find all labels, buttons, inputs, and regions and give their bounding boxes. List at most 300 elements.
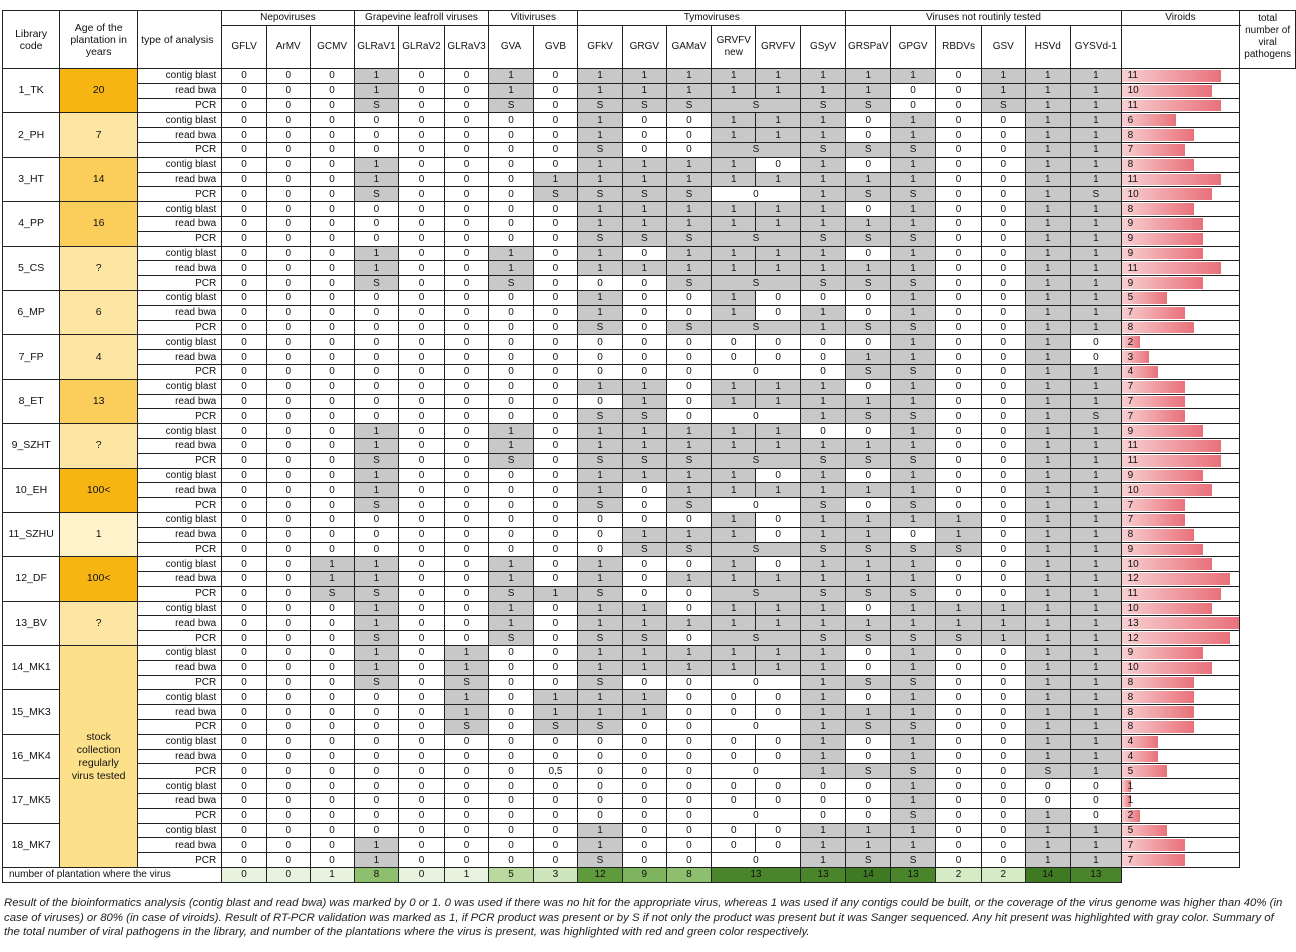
result-cell-glrav2: 0 [399,187,445,202]
result-cell-grvfv-new: S [712,631,801,646]
result-cell-gva: 0 [489,498,533,513]
result-cell-rbdvs: 0 [936,128,982,143]
result-cell-gva: 0 [489,468,533,483]
result-cell-glrav2: 0 [399,305,445,320]
result-cell-gflv: 0 [222,320,267,335]
total-value: 8 [1127,321,1134,333]
result-cell-gfkv: 0 [578,764,623,779]
result-cell-gflv: 0 [222,394,267,409]
result-cell-grgv: 1 [622,660,666,675]
result-cell-gamav: 0 [666,823,711,838]
result-cell-gsyv: 0 [800,364,846,379]
result-cell-gpgv: 1 [891,172,936,187]
total-value: 9 [1127,247,1134,259]
result-cell-gcmv: 0 [310,779,354,794]
result-cell-grspav: 0 [846,379,891,394]
result-cell-hsvd: 1 [1025,320,1071,335]
virus-header-gfkv: GFkV [578,26,623,69]
summary-cell-gcmv: 1 [310,868,354,883]
result-cell-gva: 0 [489,187,533,202]
result-cell-grspav: S [846,631,891,646]
total-pathogens-cell [1121,586,1240,601]
result-cell-gfkv: 0 [578,350,623,365]
result-cell-grvfv: 0 [756,527,800,542]
result-cell-grvfv-new: 1 [712,660,756,675]
result-cell-grgv: S [622,409,666,424]
result-cell-glrav1: 1 [354,838,399,853]
result-cell-gamav: S [666,320,711,335]
total-pathogens-cell [1121,172,1240,187]
result-cell-glrav3: 0 [444,157,489,172]
total-pathogens-cell [1121,838,1240,853]
result-cell-glrav2: 0 [399,453,445,468]
library-row-11-szhu-contig-blast [3,512,1296,527]
result-cell-gamav: 0 [666,335,711,350]
result-cell-gsyv: 1 [800,675,846,690]
result-cell-gysvd-1: 1 [1071,379,1121,394]
result-cell-glrav3: 0 [444,364,489,379]
result-cell-gamav: 0 [666,601,711,616]
result-cell-armv: 0 [266,660,310,675]
result-cell-gcmv: 0 [310,231,354,246]
total-value: 11 [1127,455,1138,467]
result-cell-gsv: 0 [982,572,1025,587]
result-cell-gsv: 0 [982,853,1025,868]
result-cell-gsv: 0 [982,498,1025,513]
result-cell-gvb: 0 [533,660,577,675]
result-cell-glrav1: S [354,631,399,646]
result-cell-grgv: 1 [622,379,666,394]
result-cell-gvb: 0 [533,468,577,483]
result-cell-gflv: 0 [222,586,267,601]
result-cell-glrav2: 0 [399,749,445,764]
result-cell-gflv: 0 [222,113,267,128]
result-cell-grspav: 1 [846,83,891,98]
result-cell-grvfv: 1 [756,438,800,453]
result-cell-gsyv: 1 [800,379,846,394]
summary-cell-grgv: 9 [622,868,666,883]
result-cell-glrav3: 0 [444,498,489,513]
result-cell-gvb: 0 [533,261,577,276]
result-cell-gysvd-1: 1 [1071,631,1121,646]
result-cell-glrav3: 0 [444,572,489,587]
library-row-9-szht-contig-blast [3,424,1296,439]
result-cell-gflv: 0 [222,720,267,735]
result-cell-grgv: S [622,542,666,557]
result-cell-gflv: 0 [222,157,267,172]
result-cell-glrav1: 0 [354,394,399,409]
result-cell-gcmv: 0 [310,483,354,498]
result-cell-rbdvs: 0 [936,305,982,320]
analysis-type-cell: PCR [138,720,222,735]
result-cell-gsv: 0 [982,320,1025,335]
result-cell-glrav1: 0 [354,749,399,764]
total-value: 8 [1127,706,1134,718]
result-cell-gpgv: 1 [891,113,936,128]
result-cell-grspav: 0 [846,749,891,764]
result-cell-grgv: 1 [622,468,666,483]
result-cell-grgv: 0 [622,720,666,735]
result-cell-gcmv: 0 [310,705,354,720]
result-cell-glrav3: 0 [444,734,489,749]
total-bar [1122,248,1203,260]
result-cell-grspav: S [846,764,891,779]
result-cell-grvfv: 0 [756,335,800,350]
result-cell-gvb: 0 [533,512,577,527]
total-pathogens-cell [1121,794,1240,809]
result-cell-glrav3: 0 [444,808,489,823]
result-cell-gva: 1 [489,246,533,261]
result-cell-glrav2: 0 [399,601,445,616]
total-pathogens-cell [1121,98,1240,113]
result-cell-gamav: S [666,187,711,202]
result-cell-gfkv: 0 [578,512,623,527]
result-cell-rbdvs: 0 [936,187,982,202]
summary-cell-gsyv: 13 [800,868,846,883]
result-cell-grspav: S [846,720,891,735]
library-row-5-cs-pcr [3,276,1296,291]
result-cell-hsvd: 1 [1025,823,1071,838]
library-code-cell: 18_MK7 [3,823,60,867]
result-cell-grgv: 0 [622,572,666,587]
result-cell-rbdvs: 0 [936,690,982,705]
result-cell-armv: 0 [266,246,310,261]
result-cell-gfkv: 1 [578,557,623,572]
result-cell-gvb: 0 [533,202,577,217]
total-pathogens-cell [1121,616,1240,631]
result-cell-gvb: 0 [533,646,577,661]
result-cell-gva: 0 [489,779,533,794]
result-cell-gsyv: 1 [800,646,846,661]
analysis-type-cell: read bwa [138,483,222,498]
total-pathogens-cell [1121,335,1240,350]
result-cell-gflv: 0 [222,498,267,513]
figure-caption: Result of the bioinformatics analysis (contig blast and read bwa) was marked by 0 or 1. 0 was used if there was no hit for the appropriate virus, whereas 1 was used if any contigs could be built, or the coverage of the virus genome was higher than 40% (in case of viruses) or 80% (in case of viroids). Result of RT-PCR validation was marked as 1, if PCR product was present or by S if not only the product was present but it was Sanger sequenced. Any hit present was highlighted with gray color. Summary of the total number of viral pathogens in the library, and number of the plantations where the virus is present, was highlighted with red and green color respectively. [4,897,1283,939]
result-cell-gysvd-1: 1 [1071,616,1121,631]
result-cell-gsyv: 1 [800,113,846,128]
result-cell-rbdvs: 0 [936,572,982,587]
result-cell-gsyv: 1 [800,690,846,705]
result-cell-gcmv: 0 [310,305,354,320]
result-cell-gysvd-1: 1 [1071,498,1121,513]
result-cell-hsvd: 1 [1025,424,1071,439]
result-cell-glrav3: 0 [444,320,489,335]
total-pathogens-cell [1121,808,1240,823]
result-cell-gcmv: 0 [310,187,354,202]
result-cell-hsvd: 1 [1025,720,1071,735]
result-cell-grvfv-new: 0 [712,853,801,868]
virus-header-glrav3: GLRaV3 [444,26,489,69]
result-cell-glrav1: 0 [354,764,399,779]
result-cell-gflv: 0 [222,187,267,202]
result-cell-gamav: 1 [666,646,711,661]
result-cell-glrav1: 1 [354,157,399,172]
result-cell-armv: 0 [266,335,310,350]
result-cell-gamav: S [666,542,711,557]
result-cell-gva: 0 [489,808,533,823]
result-cell-armv: 0 [266,453,310,468]
result-cell-hsvd: 1 [1025,246,1071,261]
result-cell-gysvd-1: 1 [1071,705,1121,720]
result-cell-gysvd-1: 1 [1071,557,1121,572]
result-cell-gva: 0 [489,734,533,749]
result-cell-gsyv: S [800,631,846,646]
result-cell-grvfv-new: S [712,276,801,291]
result-cell-grgv: 0 [622,586,666,601]
result-cell-glrav1: 0 [354,779,399,794]
result-cell-grspav: 0 [846,601,891,616]
result-cell-gcmv: 0 [310,453,354,468]
result-cell-grvfv-new: 0 [712,749,756,764]
total-value: 4 [1127,366,1134,378]
virus-header-gsyv: GSyV [800,26,846,69]
result-cell-gsv: 0 [982,231,1025,246]
result-cell-armv: 0 [266,586,310,601]
result-cell-grgv: 0 [622,808,666,823]
total-value: 7 [1127,144,1134,156]
result-cell-grvfv: 1 [756,261,800,276]
library-code-cell: 16_MK4 [3,734,60,778]
result-cell-hsvd: 1 [1025,98,1071,113]
result-cell-gsyv: 1 [800,438,846,453]
result-cell-rbdvs: S [936,542,982,557]
result-cell-hsvd: 1 [1025,527,1071,542]
result-cell-grvfv: 0 [756,305,800,320]
result-cell-gpgv: S [891,764,936,779]
result-cell-gsyv: 1 [800,764,846,779]
result-cell-grgv: 0 [622,128,666,143]
result-cell-gsv: 0 [982,808,1025,823]
result-cell-grgv: 0 [622,512,666,527]
result-cell-gysvd-1: 1 [1071,468,1121,483]
result-cell-grvfv-new: 1 [712,157,756,172]
result-cell-hsvd: 1 [1025,690,1071,705]
result-cell-grvfv: 1 [756,483,800,498]
result-cell-gpgv: 1 [891,483,936,498]
total-value: 5 [1127,825,1134,837]
results-table-container [2,10,1296,883]
result-cell-gsv: 0 [982,794,1025,809]
result-cell-glrav3: 1 [444,705,489,720]
result-cell-hsvd: 1 [1025,512,1071,527]
result-cell-gysvd-1: 1 [1071,749,1121,764]
result-cell-grgv: 0 [622,749,666,764]
result-cell-gfkv: 1 [578,246,623,261]
result-cell-gsyv: 0 [800,779,846,794]
result-cell-grvfv-new: 1 [712,261,756,276]
result-cell-glrav1: 1 [354,438,399,453]
result-cell-gfkv: 1 [578,157,623,172]
result-cell-hsvd: 1 [1025,290,1071,305]
result-cell-hsvd: 1 [1025,483,1071,498]
result-cell-rbdvs: 0 [936,453,982,468]
result-cell-gamav: 0 [666,379,711,394]
result-cell-glrav1: 1 [354,853,399,868]
result-cell-grvfv-new: 1 [712,216,756,231]
result-cell-gva: 0 [489,216,533,231]
analysis-type-cell: PCR [138,276,222,291]
result-cell-gpgv: 1 [891,69,936,84]
result-cell-gsyv: 1 [800,261,846,276]
result-cell-gysvd-1: 1 [1071,98,1121,113]
result-cell-gflv: 0 [222,675,267,690]
library-row-3-ht-read-bwa [3,172,1296,187]
result-cell-gcmv: 0 [310,675,354,690]
result-cell-grspav: 1 [846,261,891,276]
result-cell-grvfv-new: 1 [712,512,756,527]
result-cell-armv: 0 [266,83,310,98]
result-cell-armv: 0 [266,364,310,379]
result-cell-grvfv-new: 0 [712,187,801,202]
summary-cell-glrav3: 1 [444,868,489,883]
result-cell-grgv: S [622,631,666,646]
result-cell-gysvd-1: 1 [1071,172,1121,187]
result-cell-gflv: 0 [222,527,267,542]
result-cell-gsv: 1 [982,631,1025,646]
result-cell-rbdvs: 0 [936,823,982,838]
result-cell-gsyv: S [800,231,846,246]
result-cell-gvb: 0 [533,779,577,794]
result-cell-gysvd-1: 1 [1071,128,1121,143]
result-cell-glrav2: 0 [399,69,445,84]
library-row-10-eh-read-bwa [3,483,1296,498]
result-cell-gamav: 1 [666,157,711,172]
result-cell-glrav2: 0 [399,409,445,424]
result-cell-gsv: 0 [982,246,1025,261]
result-cell-gsyv: S [800,453,846,468]
result-cell-hsvd: 1 [1025,394,1071,409]
result-cell-gamav: 0 [666,113,711,128]
result-cell-gcmv: 0 [310,660,354,675]
library-row-5-cs-read-bwa [3,261,1296,276]
total-value: 10 [1127,85,1139,97]
result-cell-gpgv: S [891,409,936,424]
result-cell-glrav2: 0 [399,98,445,113]
result-cell-grgv: 0 [622,290,666,305]
result-cell-gpgv: 1 [891,379,936,394]
result-cell-rbdvs: 0 [936,646,982,661]
result-cell-gpgv: 1 [891,261,936,276]
total-value: 2 [1127,336,1134,348]
result-cell-grgv: 0 [622,779,666,794]
library-row-14-mk1-contig-blast [3,646,1296,661]
result-cell-gysvd-1: 1 [1071,572,1121,587]
result-cell-glrav1: 1 [354,483,399,498]
result-cell-glrav2: 0 [399,379,445,394]
result-cell-rbdvs: 1 [936,527,982,542]
result-cell-gcmv: 0 [310,749,354,764]
result-cell-gvb: 0 [533,128,577,143]
total-pathogens-cell [1121,557,1240,572]
result-cell-gpgv: 0 [891,527,936,542]
total-value: 9 [1127,543,1134,555]
result-cell-armv: 0 [266,764,310,779]
result-cell-hsvd: 1 [1025,157,1071,172]
total-pathogens-cell [1121,542,1240,557]
total-bar [1122,277,1203,289]
result-cell-gfkv: S [578,498,623,513]
result-cell-gsyv: 1 [800,409,846,424]
result-cell-glrav2: 0 [399,557,445,572]
total-value: 9 [1127,425,1134,437]
result-cell-gamav: 0 [666,350,711,365]
total-value: 9 [1127,277,1134,289]
result-cell-rbdvs: 0 [936,142,982,157]
result-cell-grspav: 1 [846,394,891,409]
result-cell-gcmv: 0 [310,853,354,868]
result-cell-gamav: 0 [666,838,711,853]
result-cell-grvfv: 0 [756,350,800,365]
result-cell-glrav2: 0 [399,720,445,735]
result-cell-glrav2: 0 [399,202,445,217]
result-cell-grspav: 0 [846,290,891,305]
result-cell-gsyv: 0 [800,794,846,809]
result-cell-gamav: 1 [666,483,711,498]
total-bar [1122,366,1158,378]
library-code-cell: 14_MK1 [3,646,60,690]
result-cell-glrav3: 0 [444,187,489,202]
result-cell-grgv: 0 [622,276,666,291]
result-cell-armv: 0 [266,320,310,335]
result-cell-gsv: 0 [982,453,1025,468]
library-code-cell: 2_PH [3,113,60,157]
result-cell-gsyv: 1 [800,305,846,320]
library-row-17-mk5-pcr [3,808,1296,823]
result-cell-rbdvs: 0 [936,705,982,720]
result-cell-gcmv: 0 [310,172,354,187]
result-cell-gamav: 0 [666,675,711,690]
result-cell-gamav: 0 [666,853,711,868]
result-cell-grgv: 1 [622,690,666,705]
result-cell-grspav: S [846,98,891,113]
result-cell-gva: 0 [489,290,533,305]
result-cell-rbdvs: 0 [936,764,982,779]
result-cell-gsv: 0 [982,142,1025,157]
result-cell-grspav: 1 [846,172,891,187]
result-cell-gcmv: 0 [310,808,354,823]
analysis-type-cell: contig blast [138,468,222,483]
result-cell-grvfv: 0 [756,794,800,809]
result-cell-grspav: S [846,187,891,202]
result-cell-grvfv-new: S [712,542,801,557]
result-cell-gflv: 0 [222,246,267,261]
result-cell-armv: 0 [266,305,310,320]
result-cell-grvfv-new: S [712,98,801,113]
result-cell-gva: S [489,98,533,113]
result-cell-glrav2: 0 [399,335,445,350]
result-cell-glrav3: 0 [444,231,489,246]
result-cell-gysvd-1: 1 [1071,83,1121,98]
result-cell-grvfv-new: 1 [712,483,756,498]
result-cell-gysvd-1: 1 [1071,424,1121,439]
virus-header-gamav: GAMaV [666,26,711,69]
result-cell-grvfv-new: 0 [712,690,756,705]
result-cell-gsyv: 1 [800,172,846,187]
result-cell-hsvd: 0 [1025,794,1071,809]
result-cell-rbdvs: 0 [936,838,982,853]
result-cell-gfkv: 0 [578,794,623,809]
result-cell-gfkv: 1 [578,290,623,305]
result-cell-grvfv-new: 1 [712,69,756,84]
analysis-type-cell: PCR [138,320,222,335]
result-cell-gsyv: 1 [800,187,846,202]
library-row-8-et-contig-blast [3,379,1296,394]
result-cell-glrav1: 0 [354,231,399,246]
summary-cell-gsv: 2 [982,868,1025,883]
result-cell-glrav1: 0 [354,720,399,735]
result-cell-gflv: 0 [222,690,267,705]
result-cell-gpgv: 1 [891,305,936,320]
